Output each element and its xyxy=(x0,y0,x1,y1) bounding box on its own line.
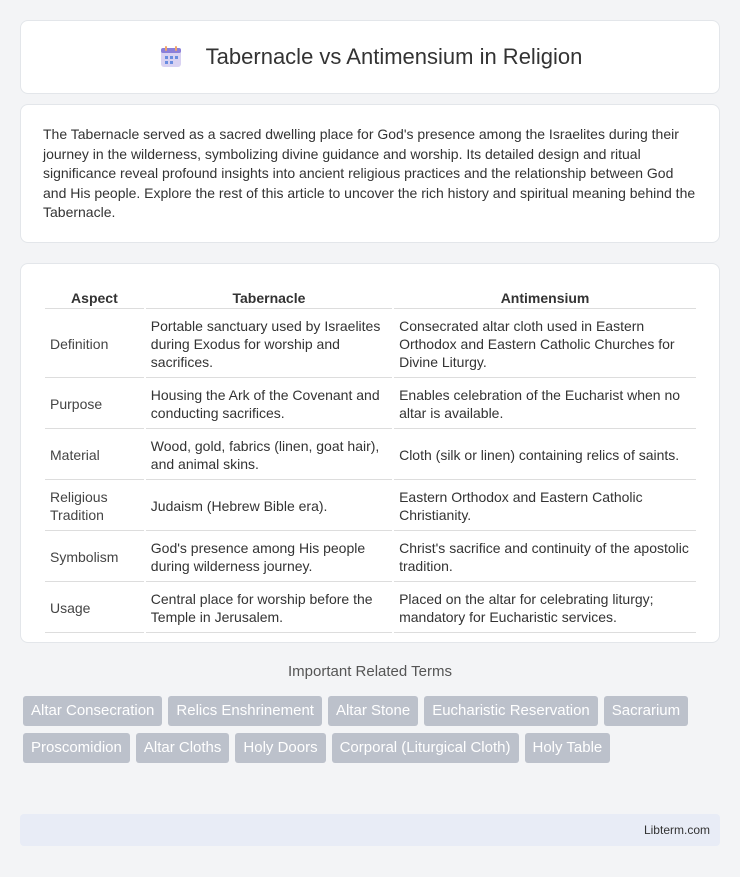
intro-card xyxy=(20,104,720,243)
related-term-tag[interactable]: Altar Stone xyxy=(328,696,418,726)
row-aspect: Usage xyxy=(45,584,144,633)
related-term-tag[interactable]: Altar Consecration xyxy=(23,696,162,726)
row-antimensium: Enables celebration of the Eucharist when no altar is available. xyxy=(394,380,696,429)
table-row xyxy=(45,380,696,429)
footer xyxy=(20,814,720,846)
comparison-card xyxy=(20,263,720,643)
row-antimensium: Cloth (silk or linen) containing relics of saints. xyxy=(394,431,696,480)
row-aspect: Symbolism xyxy=(45,533,144,582)
row-aspect: Definition xyxy=(45,311,144,378)
row-aspect: Material xyxy=(45,431,144,480)
table-row xyxy=(45,482,696,531)
table-row xyxy=(45,311,696,378)
table-row xyxy=(45,584,696,633)
related-term-tag[interactable]: Eucharistic Reservation xyxy=(424,696,598,726)
header-tabernacle: Tabernacle xyxy=(146,286,392,309)
row-antimensium: Eastern Orthodox and Eastern Catholic Christianity. xyxy=(394,482,696,531)
related-term-tag[interactable]: Sacrarium xyxy=(604,696,688,726)
related-terms-list xyxy=(23,696,713,763)
related-term-tag[interactable]: Altar Cloths xyxy=(136,733,230,763)
row-antimensium: Consecrated altar cloth used in Eastern Orthodox and Eastern Catholic Churches for Divine Liturgy. xyxy=(394,311,696,378)
comparison-table xyxy=(43,284,698,635)
related-terms-title: Important Related Terms xyxy=(288,663,452,680)
row-tabernacle: Judaism (Hebrew Bible era). xyxy=(146,482,392,531)
related-term-tag[interactable]: Corporal (Liturgical Cloth) xyxy=(332,733,519,763)
footer-site-link[interactable]: Libterm.com xyxy=(643,823,710,837)
table-row xyxy=(45,533,696,582)
row-antimensium: Christ's sacrifice and continuity of the apostolic tradition. xyxy=(394,533,696,582)
page-title: Tabernacle vs Antimensium in Religion xyxy=(205,44,583,69)
row-tabernacle: Portable sanctuary used by Israelites during Exodus for worship and sacrifices. xyxy=(146,311,392,378)
related-term-tag[interactable]: Holy Table xyxy=(525,733,611,763)
table-header-row xyxy=(45,286,696,309)
related-term-tag[interactable]: Relics Enshrinement xyxy=(168,696,322,726)
row-tabernacle: God's presence among His people during wilderness journey. xyxy=(146,533,392,582)
row-aspect: Religious Tradition xyxy=(45,482,144,531)
calendar-icon xyxy=(158,44,184,70)
related-term-tag[interactable]: Proscomidion xyxy=(23,733,130,763)
header-antimensium: Antimensium xyxy=(394,286,696,309)
related-term-tag[interactable]: Holy Doors xyxy=(235,733,325,763)
row-antimensium: Placed on the altar for celebrating liturgy; mandatory for Eucharistic services. xyxy=(394,584,696,633)
header-aspect: Aspect xyxy=(45,286,144,309)
title-card xyxy=(20,20,720,94)
row-tabernacle: Central place for worship before the Temple in Jerusalem. xyxy=(146,584,392,633)
row-aspect: Purpose xyxy=(45,380,144,429)
intro-text: The Tabernacle served as a sacred dwelling place for God's presence among the Israelites during their journey in the wilderness, symbolizing divine guidance and worship. Its detailed design and ritual significance reveal profound insights into ancient religious practices and the relationship between God and His people. Explore the rest of this article to uncover the rich history and spiritual meaning behind the Tabernacle. xyxy=(43,126,696,220)
table-row xyxy=(45,431,696,480)
row-tabernacle: Housing the Ark of the Covenant and conducting sacrifices. xyxy=(146,380,392,429)
row-tabernacle: Wood, gold, fabrics (linen, goat hair), and animal skins. xyxy=(146,431,392,480)
